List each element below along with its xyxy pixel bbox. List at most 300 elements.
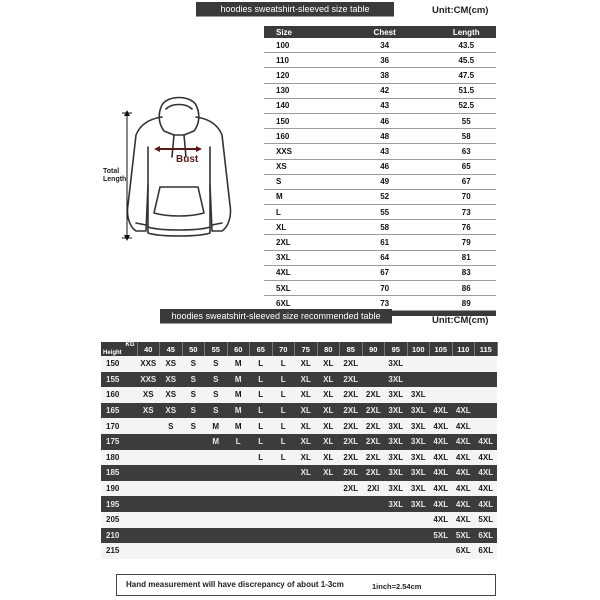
size-recommendation-cell: 2XL [340,465,363,481]
size-recommendation-cell: XL [295,418,318,434]
height-cell: 170 [101,418,137,434]
weight-header: 115 [475,342,498,356]
size-recommendation-cell [407,543,430,559]
size-recommendation-cell: 3XL [407,434,430,450]
inch-conversion-note: 1inch=2.54cm [372,582,422,591]
size-recommendation-cell [317,496,340,512]
size-recommendation-cell: 4XL [430,450,453,466]
size-recommendation-cell: 3XL [385,450,408,466]
size-recommendation-cell [182,512,205,528]
size-recommendation-cell: 2XL [340,356,363,372]
size-cell: 3XL [264,250,333,265]
size-recommendation-cell: 2XL [340,450,363,466]
length-cell: 65 [437,159,496,174]
header-corner [101,342,137,356]
size-cell: 130 [264,83,333,98]
recommended-table-header [101,342,497,356]
size-table-unit: Unit:CM(cm) [432,5,489,16]
recommended-table-row [101,528,497,544]
size-cell: 6XL [264,296,333,311]
length-cell: 58 [437,129,496,144]
size-recommendation-cell: 4XL [475,496,498,512]
chest-cell: 58 [333,220,437,235]
size-table-row [264,220,496,235]
size-recommendation-cell [317,512,340,528]
length-cell: 81 [437,250,496,265]
recommended-table-row [101,465,497,481]
height-cell: 150 [101,356,137,372]
size-recommendation-cell: 3XL [407,403,430,419]
size-recommendation-cell: L [227,434,250,450]
length-cell: 73 [437,205,496,220]
size-table-row [264,205,496,220]
weight-header: 105 [430,342,453,356]
size-recommendation-cell [205,512,228,528]
size-recommendation-cell: 3XL [385,418,408,434]
size-recommendation-cell [227,528,250,544]
size-recommendation-cell [340,528,363,544]
size-recommendation-cell: 2XL [362,418,385,434]
size-recommendation-cell [182,481,205,497]
length-cell: 43.5 [437,38,496,53]
size-recommendation-cell: XL [295,372,318,388]
size-recommendation-cell: 3XL [407,418,430,434]
chest-cell: 73 [333,296,437,311]
size-recommendation-cell [160,450,183,466]
recommended-table-row [101,387,497,403]
size-cell: 110 [264,53,333,68]
size-recommendation-cell [407,512,430,528]
size-cell: S [264,174,333,189]
size-recommendation-cell [160,434,183,450]
size-recommendation-cell [272,465,295,481]
size-recommendation-cell [205,481,228,497]
size-recommendation-cell: XL [317,465,340,481]
length-cell: 89 [437,296,496,311]
height-cell: 175 [101,434,137,450]
weight-header: 50 [182,342,205,356]
size-recommendation-cell: XL [317,403,340,419]
length-cell: 63 [437,144,496,159]
size-recommendation-cell: 6XL [452,543,475,559]
size-recommendation-cell [182,465,205,481]
chest-cell: 67 [333,265,437,280]
size-table-row [264,83,496,98]
size-recommendation-cell: 4XL [430,512,453,528]
size-recommendation-cell [430,356,453,372]
size-recommendation-cell: S [205,356,228,372]
length-cell: 76 [437,220,496,235]
size-table-header [264,26,496,38]
weight-header: 55 [205,342,228,356]
size-recommendation-cell: L [272,372,295,388]
length-cell: 83 [437,265,496,280]
size-recommendation-cell: 4XL [452,512,475,528]
size-recommendation-cell: XS [160,403,183,419]
size-recommendation-cell [250,496,273,512]
weight-header: 80 [317,342,340,356]
size-recommendation-cell [227,481,250,497]
size-recommendation-cell: 4XL [475,434,498,450]
size-recommendation-cell: XL [295,465,318,481]
size-recommendation-cell [475,356,498,372]
size-recommendation-cell [295,528,318,544]
size-recommendation-cell [137,512,160,528]
size-recommendation-cell: XL [295,434,318,450]
column-header-size: Size [264,26,333,38]
size-recommendation-cell: S [182,387,205,403]
size-recommendation-cell: XXS [137,356,160,372]
chest-cell: 55 [333,205,437,220]
chest-cell: 49 [333,174,437,189]
size-recommendation-cell: L [250,403,273,419]
weight-header: 90 [362,342,385,356]
size-recommendation-cell: 4XL [430,418,453,434]
size-recommendation-cell [160,465,183,481]
chest-cell: 52 [333,189,437,204]
size-recommendation-cell: L [272,356,295,372]
size-recommendation-cell: L [272,418,295,434]
chest-cell: 64 [333,250,437,265]
height-cell: 215 [101,543,137,559]
length-cell: 47.5 [437,68,496,83]
size-recommendation-cell [182,496,205,512]
size-table-row [264,235,496,250]
height-cell: 195 [101,496,137,512]
size-cell: XXS [264,144,333,159]
size-recommendation-cell: XL [295,403,318,419]
size-recommendation-cell: XL [295,450,318,466]
recommended-table-row [101,450,497,466]
size-recommendation-cell: 5XL [452,528,475,544]
size-recommendation-cell: XL [317,434,340,450]
size-recommendation-cell: L [250,434,273,450]
size-recommendation-cell: 5XL [475,512,498,528]
size-recommendation-cell: 3XL [407,465,430,481]
size-recommendation-cell: XL [295,387,318,403]
size-recommendation-cell [362,528,385,544]
size-recommendation-cell: 4XL [430,434,453,450]
length-cell: 52.5 [437,98,496,113]
size-recommendation-cell: 2XL [362,387,385,403]
length-cell: 55 [437,113,496,128]
total-length-label: Total Length [103,168,127,183]
size-table-row [264,113,496,128]
height-cell: 160 [101,387,137,403]
size-table-row [264,98,496,113]
recommended-table-row [101,356,497,372]
chest-cell: 38 [333,68,437,83]
size-recommendation-cell: XS [160,372,183,388]
size-recommendation-cell: 3XL [385,356,408,372]
size-recommendation-cell [205,496,228,512]
size-recommendation-cell: 3XL [407,481,430,497]
recommended-table-row [101,418,497,434]
size-table-row [264,68,496,83]
size-recommendation-cell [430,372,453,388]
size-recommendation-cell [407,528,430,544]
size-table-row [264,144,496,159]
size-recommendation-cell [182,434,205,450]
size-recommendation-cell: XL [317,356,340,372]
size-recommendation-cell: L [250,387,273,403]
size-recommendation-cell [407,356,430,372]
size-recommendation-cell: 3XL [407,387,430,403]
size-recommendation-cell: S [182,403,205,419]
recommended-table-row [101,403,497,419]
column-header-chest: Chest [333,26,437,38]
size-recommendation-cell: 3XL [407,496,430,512]
height-cell: 210 [101,528,137,544]
size-cell: M [264,189,333,204]
size-recommendation-cell [295,512,318,528]
size-recommendation-cell: 2XL [362,403,385,419]
weight-header: 85 [340,342,363,356]
size-recommendation-cell [227,543,250,559]
size-recommendation-cell: 4XL [430,465,453,481]
size-recommendation-cell [272,512,295,528]
size-recommendation-cell: M [227,387,250,403]
size-recommendation-cell: 4XL [430,496,453,512]
size-recommendation-cell: XS [160,356,183,372]
size-recommendation-cell: 4XL [452,481,475,497]
size-cell: 5XL [264,281,333,296]
size-recommendation-cell: 4XL [430,481,453,497]
weight-header: 110 [452,342,475,356]
size-recommendation-cell [227,496,250,512]
size-recommendation-cell [160,543,183,559]
height-cell: 155 [101,372,137,388]
chest-cell: 34 [333,38,437,53]
size-recommendation-cell [137,481,160,497]
size-recommendation-cell: 2XL [340,481,363,497]
size-table-row [264,250,496,265]
size-cell: XS [264,159,333,174]
size-recommendation-cell: XL [317,450,340,466]
height-cell: 185 [101,465,137,481]
size-table-title: hoodies sweatshirt-sleeved size table [196,2,394,16]
recommended-table-row [101,434,497,450]
size-recommendation-cell [340,543,363,559]
length-cell: 51.5 [437,83,496,98]
recommended-table-title: hoodies sweatshirt-sleeved size recommended table [160,309,392,323]
size-recommendation-cell: L [272,387,295,403]
chest-cell: 43 [333,144,437,159]
size-recommendation-cell: M [227,403,250,419]
size-cell: 160 [264,129,333,144]
size-recommendation-cell [227,512,250,528]
size-recommendation-cell: S [160,418,183,434]
height-cell: 190 [101,481,137,497]
size-recommendation-cell [160,481,183,497]
size-recommendation-cell [385,543,408,559]
size-recommendation-cell [182,450,205,466]
height-cell: 180 [101,450,137,466]
size-recommendation-cell [362,543,385,559]
recommended-table-row [101,496,497,512]
size-recommendation-cell [340,496,363,512]
size-recommendation-cell: XL [317,387,340,403]
size-recommendation-cell: M [205,434,228,450]
size-recommendation-cell: 2XL [362,434,385,450]
size-recommendation-cell [137,543,160,559]
recommended-table-row [101,372,497,388]
size-recommendation-cell [430,387,453,403]
size-recommendation-cell: 6XL [475,543,498,559]
size-cell: XL [264,220,333,235]
chest-cell: 70 [333,281,437,296]
size-recommendation-cell: S [182,418,205,434]
size-table-row [264,53,496,68]
size-table-row [264,281,496,296]
size-recommendation-cell: 3XL [407,450,430,466]
size-recommendation-cell [385,528,408,544]
size-cell: 4XL [264,265,333,280]
size-recommendation-cell: 3XL [385,496,408,512]
size-recommendation-cell: M [205,418,228,434]
size-recommendation-cell: 4XL [430,403,453,419]
size-recommendation-cell [317,543,340,559]
size-recommendation-cell: 5XL [430,528,453,544]
size-recommendation-cell [137,450,160,466]
size-recommendation-cell [182,543,205,559]
kg-label: KG [125,342,135,348]
size-recommendation-cell [272,481,295,497]
chest-cell: 42 [333,83,437,98]
size-recommendation-cell: L [250,372,273,388]
size-recommendation-cell: 4XL [452,418,475,434]
length-cell: 67 [437,174,496,189]
size-recommendation-cell [452,387,475,403]
size-recommendation-cell [452,356,475,372]
size-recommendation-cell: 2XL [340,403,363,419]
size-recommendation-cell [137,418,160,434]
size-recommendation-cell [475,418,498,434]
size-recommendation-cell: M [227,372,250,388]
size-recommendation-cell: S [182,356,205,372]
size-recommendation-cell [250,465,273,481]
chest-cell: 61 [333,235,437,250]
column-header-length: Length [437,26,496,38]
recommended-table-unit: Unit:CM(cm) [432,315,489,326]
size-recommendation-cell: 4XL [452,496,475,512]
size-recommendation-cell [340,512,363,528]
size-recommendation-cell: 3XL [385,372,408,388]
size-recommendation-cell: 3XL [385,481,408,497]
size-recommendation-cell: 3XL [385,403,408,419]
size-recommendation-cell [295,496,318,512]
size-recommendation-cell [137,434,160,450]
size-recommendation-cell [250,528,273,544]
chest-cell: 43 [333,98,437,113]
size-recommendation-cell [205,528,228,544]
size-recommendation-cell: 3XL [385,465,408,481]
size-recommendation-cell: XL [317,418,340,434]
weight-header: 75 [295,342,318,356]
size-recommendation-cell: 2XL [362,465,385,481]
size-recommendation-cell: 2XL [340,387,363,403]
size-recommendation-cell [250,481,273,497]
size-recommendation-cell [295,481,318,497]
size-recommendation-cell [182,528,205,544]
size-recommendation-cell: 3XL [385,387,408,403]
size-recommendation-cell: 4XL [452,450,475,466]
size-recommendation-cell [205,450,228,466]
size-recommendation-cell: S [205,372,228,388]
recommended-table-row [101,512,497,528]
size-recommendation-cell: L [250,418,273,434]
size-recommendation-cell [250,512,273,528]
size-table [264,26,496,316]
size-recommendation-cell: S [205,403,228,419]
length-cell: 45.5 [437,53,496,68]
size-recommendation-cell: L [272,403,295,419]
size-recommendation-cell [250,543,273,559]
weight-header: 70 [272,342,295,356]
recommended-table-row [101,543,497,559]
size-recommendation-cell [160,512,183,528]
length-cell: 70 [437,189,496,204]
size-recommendation-cell: 4XL [452,465,475,481]
size-recommendation-cell [317,528,340,544]
size-recommendation-cell: 2XL [340,418,363,434]
recommended-table [101,342,498,559]
size-recommendation-cell: XS [137,403,160,419]
size-recommendation-cell: XL [317,372,340,388]
size-recommendation-cell: M [227,356,250,372]
size-recommendation-cell: 4XL [452,434,475,450]
weight-header: 65 [250,342,273,356]
size-cell: 120 [264,68,333,83]
length-cell: 79 [437,235,496,250]
measurement-note: Hand measurement will have discrepancy of about 1-3cm [126,580,344,589]
size-cell: 2XL [264,235,333,250]
size-recommendation-cell [385,512,408,528]
height-cell: 205 [101,512,137,528]
size-cell: 140 [264,98,333,113]
size-recommendation-cell [137,528,160,544]
size-recommendation-cell: 2XL [362,450,385,466]
weight-header: 100 [407,342,430,356]
size-table-row [264,265,496,280]
weight-header: 95 [385,342,408,356]
size-recommendation-cell: M [227,418,250,434]
size-recommendation-cell: S [205,387,228,403]
size-cell: L [264,205,333,220]
chest-cell: 36 [333,53,437,68]
size-recommendation-cell [272,496,295,512]
size-recommendation-cell: S [182,372,205,388]
recommended-table-row [101,481,497,497]
size-recommendation-cell [137,496,160,512]
size-recommendation-cell: XL [295,356,318,372]
size-recommendation-cell: 2XL [340,434,363,450]
size-recommendation-cell: 2XI [362,481,385,497]
size-recommendation-cell: 2XL [340,372,363,388]
size-recommendation-cell: 4XL [475,450,498,466]
size-recommendation-cell [362,372,385,388]
size-recommendation-cell [475,372,498,388]
size-recommendation-cell [160,496,183,512]
size-recommendation-cell: 6XL [475,528,498,544]
chest-cell: 46 [333,159,437,174]
size-recommendation-cell [227,450,250,466]
weight-header: 40 [137,342,160,356]
size-recommendation-cell [407,372,430,388]
size-recommendation-cell: 4XL [475,465,498,481]
bust-label: Bust [176,154,199,165]
chest-cell: 46 [333,113,437,128]
